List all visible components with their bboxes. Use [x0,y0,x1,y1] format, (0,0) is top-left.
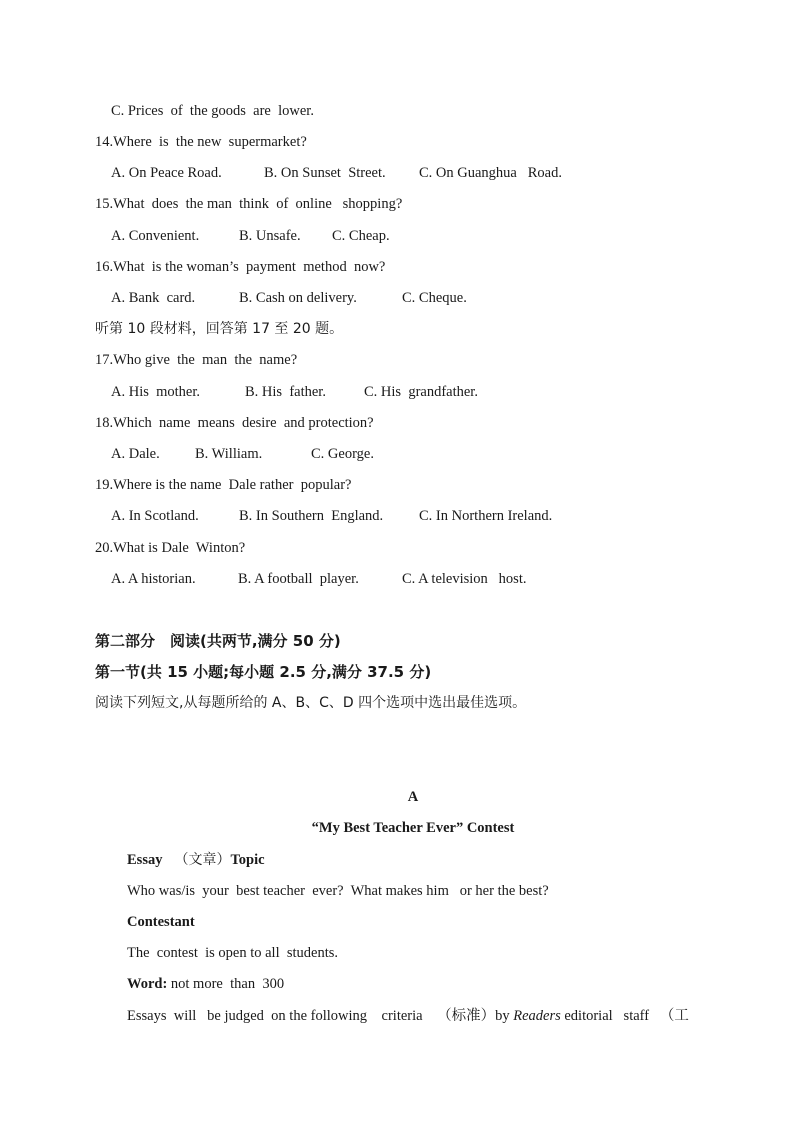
question-17: 17.Who give the man the name? [95,352,298,368]
q18-option-c: C. George. [311,446,374,462]
question-14: 14.Where is the new supermarket? [95,134,307,150]
q16-option-a: A. Bank card. [111,290,196,306]
question-16: 16.What is the woman’s payment method now? [95,259,386,275]
q20-option-c: C. A television host. [402,571,527,587]
reading-instruction: 阅读下列短文,从每题所给的 A、B、C、D 四个选项中选出最佳选项。 [95,695,527,711]
q19-option-c: C. In Northern Ireland. [419,508,553,524]
q15-option-b: B. Unsafe. [239,228,301,244]
q13-option-c: C. Prices of the goods are lower. [111,103,314,119]
word-label: Word: [127,976,168,992]
question-20: 20.What is Dale Winton? [95,540,246,556]
q15-option-c: C. Cheap. [332,228,390,244]
q14-option-a: A. On Peace Road. [111,165,222,181]
q19-option-a: A. In Scotland. [111,508,199,524]
criteria-text [127,1006,689,1026]
essay-topic-label [127,850,265,870]
word-limit [127,974,284,994]
passage-title: “My Best Teacher Ever” Contest [311,820,515,836]
q17-option-b: B. His father. [245,384,326,400]
q15-option-a: A. Convenient. [111,228,200,244]
criteria-readers: Readers [513,1008,561,1024]
question-18: 18.Which name means desire and protection? [95,415,374,431]
q18-option-a: A. Dale. [111,446,160,462]
criteria-part-2: editorial staff （工 [560,1008,689,1024]
q14-option-b: B. On Sunset Street. [264,165,386,181]
q17-option-a: A. His mother. [111,384,201,400]
q16-option-c: C. Cheque. [402,290,467,306]
essay-label: Essay [127,852,163,868]
part-2-heading: 第二部分 阅读(共两节,满分 50 分) [95,632,341,650]
word-text: not more than 300 [167,976,285,992]
passage-letter: A [407,789,419,805]
q16-option-b: B. Cash on delivery. [239,290,357,306]
q19-option-b: B. In Southern England. [239,508,384,524]
topic-text: Who was/is your best teacher ever? What makes him or her the best? [127,883,549,899]
essay-label-cn: （文章） [174,852,231,868]
question-15: 15.What does the man think of online shopping? [95,196,403,212]
topic-label: Topic [230,852,265,868]
q18-option-b: B. William. [195,446,263,462]
question-19: 19.Where is the name Dale rather popular? [95,477,352,493]
criteria-part-1: Essays will be judged on the following criteria （标准）by [127,1008,514,1024]
contestant-text: The contest is open to all students. [127,945,339,961]
q14-option-c: C. On Guanghua Road. [419,165,562,181]
section-1-heading: 第一节(共 15 小题;每小题 2.5 分,满分 37.5 分) [95,663,432,681]
q20-option-a: A. A historian. [111,571,196,587]
contestant-label: Contestant [127,914,195,930]
q17-option-c: C. His grandfather. [364,384,478,400]
section-10-instruction: 听第 10 段材料，回答第 17 至 20 题。 [95,321,344,337]
q20-option-b: B. A football player. [238,571,359,587]
